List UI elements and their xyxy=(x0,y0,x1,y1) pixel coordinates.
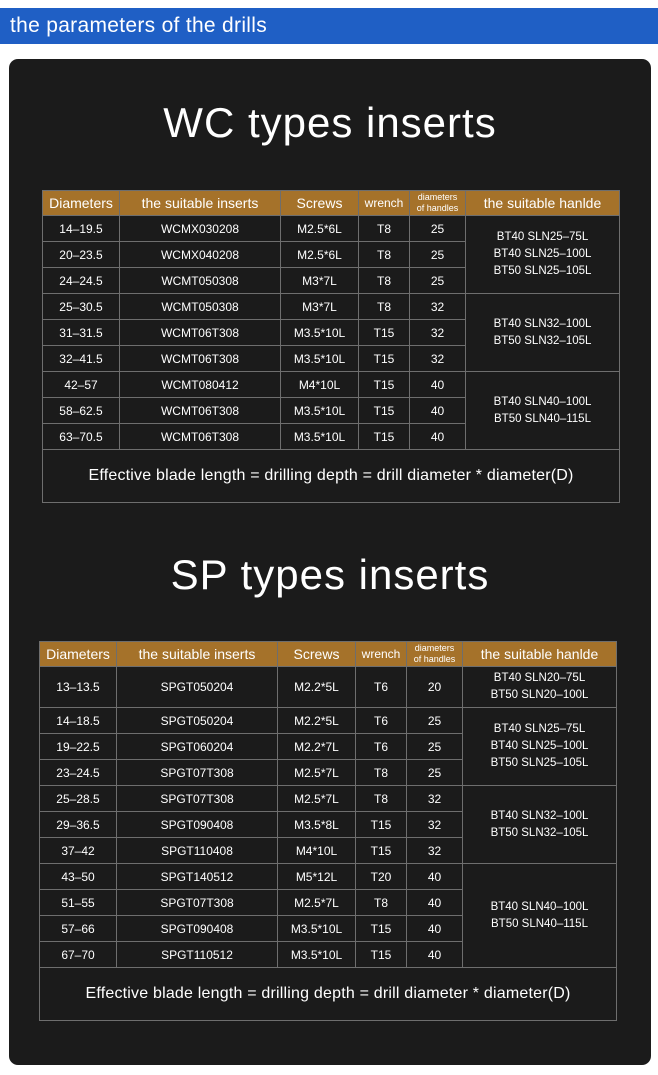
diameters-cell: 43–50 xyxy=(40,864,117,890)
screw-cell: M2.2*5L xyxy=(278,708,356,734)
suitable-handle-cell xyxy=(466,294,620,372)
header-handle-diameters xyxy=(410,191,466,216)
diameters-cell: 14–19.5 xyxy=(43,216,120,242)
diameters-cell: 14–18.5 xyxy=(40,708,117,734)
handle-model: BT40 SLN32–100L xyxy=(493,317,592,330)
wrench-cell: T6 xyxy=(356,708,407,734)
header-handle-diameters-line1: diameters xyxy=(417,192,458,202)
insert-cell: WCMT050308 xyxy=(120,294,281,320)
insert-cell: SPGT050204 xyxy=(117,667,278,708)
insert-cell: WCMX030208 xyxy=(120,216,281,242)
wrench-cell: T6 xyxy=(356,667,407,708)
screw-cell: M4*10L xyxy=(281,372,359,398)
insert-cell: WCMT050308 xyxy=(120,268,281,294)
footer-row xyxy=(43,450,620,503)
screw-cell: M3.5*10L xyxy=(281,346,359,372)
table-row xyxy=(40,708,617,734)
wrench-cell: T8 xyxy=(359,268,410,294)
diameters-cell: 58–62.5 xyxy=(43,398,120,424)
insert-cell: SPGT090408 xyxy=(117,916,278,942)
handle-diameter-cell: 40 xyxy=(407,864,463,890)
handle-model: BT40 SLN25–75L xyxy=(493,723,586,735)
wrench-cell: T20 xyxy=(356,864,407,890)
banner-title: the parameters of the drills xyxy=(10,14,268,37)
screw-cell: M2.5*7L xyxy=(278,890,356,916)
insert-cell: SPGT07T308 xyxy=(117,760,278,786)
handle-model: BT50 SLN20–100L xyxy=(490,689,589,701)
suitable-handle-cell xyxy=(466,216,620,294)
wrench-cell: T15 xyxy=(359,372,410,398)
handle-diameter-cell: 40 xyxy=(407,916,463,942)
handle-model: BT50 SLN40–115L xyxy=(494,412,591,425)
handle-diameter-cell: 40 xyxy=(410,398,466,424)
screw-cell: M3.5*10L xyxy=(278,916,356,942)
handle-model: BT40 SLN20–75L xyxy=(493,672,586,684)
sp-section-title: SP types inserts xyxy=(170,551,490,598)
diameters-cell: 37–42 xyxy=(40,838,117,864)
table-row xyxy=(40,667,617,708)
handle-model: BT50 SLN32–105L xyxy=(493,334,592,347)
sp-inserts-table xyxy=(39,641,617,1021)
screw-cell: M5*12L xyxy=(278,864,356,890)
handle-model: BT50 SLN25–105L xyxy=(490,757,589,769)
wc-section-title: WC types inserts xyxy=(163,99,497,146)
diameters-cell: 51–55 xyxy=(40,890,117,916)
diameters-cell: 42–57 xyxy=(43,372,120,398)
diameters-cell: 32–41.5 xyxy=(43,346,120,372)
diameters-cell: 23–24.5 xyxy=(40,760,117,786)
screw-cell: M2.5*6L xyxy=(281,242,359,268)
suitable-handle-cell xyxy=(466,372,620,450)
insert-cell: SPGT110512 xyxy=(117,942,278,968)
table-row xyxy=(43,216,620,242)
screw-cell: M3.5*10L xyxy=(281,398,359,424)
handle-diameter-cell: 32 xyxy=(407,838,463,864)
handle-diameter-cell: 32 xyxy=(410,320,466,346)
wrench-cell: T8 xyxy=(359,216,410,242)
header-suitable-handle: the suitable hanlde xyxy=(463,642,617,667)
diameters-cell: 67–70 xyxy=(40,942,117,968)
insert-cell: WCMX040208 xyxy=(120,242,281,268)
insert-cell: WCMT080412 xyxy=(120,372,281,398)
suitable-handle-cell xyxy=(463,667,617,708)
page-banner xyxy=(0,8,658,44)
header-diameters: Diameters xyxy=(43,191,120,216)
table-header-row xyxy=(43,191,620,216)
insert-cell: SPGT050204 xyxy=(117,708,278,734)
handle-diameter-cell: 32 xyxy=(407,786,463,812)
screw-cell: M2.2*5L xyxy=(278,667,356,708)
handle-model: BT50 SLN25–105L xyxy=(493,265,592,277)
handle-model: BT50 SLN32–105L xyxy=(490,826,589,839)
handle-model: BT40 SLN25–100L xyxy=(490,740,589,752)
wc-table-body xyxy=(43,216,620,450)
wrench-cell: T15 xyxy=(356,812,407,838)
wrench-cell: T8 xyxy=(356,890,407,916)
insert-cell: WCMT06T308 xyxy=(120,320,281,346)
handle-diameter-cell: 40 xyxy=(407,942,463,968)
wrench-cell: T6 xyxy=(356,734,407,760)
insert-cell: SPGT110408 xyxy=(117,838,278,864)
wrench-cell: T15 xyxy=(356,942,407,968)
sp-table-body xyxy=(40,667,617,968)
handle-diameter-cell: 25 xyxy=(410,268,466,294)
insert-cell: SPGT140512 xyxy=(117,864,278,890)
diameters-cell: 29–36.5 xyxy=(40,812,117,838)
wrench-cell: T8 xyxy=(359,242,410,268)
header-handle-diameters xyxy=(407,642,463,667)
handle-model: BT40 SLN25–75L xyxy=(496,231,589,243)
diameters-cell: 24–24.5 xyxy=(43,268,120,294)
table-row xyxy=(43,372,620,398)
screw-cell: M3.5*10L xyxy=(278,942,356,968)
handle-diameter-cell: 32 xyxy=(407,812,463,838)
handle-diameter-cell: 40 xyxy=(407,890,463,916)
wrench-cell: T15 xyxy=(359,398,410,424)
handle-diameter-cell: 32 xyxy=(410,294,466,320)
handle-diameter-cell: 25 xyxy=(410,216,466,242)
insert-cell: SPGT090408 xyxy=(117,812,278,838)
wrench-cell: T15 xyxy=(356,916,407,942)
diameters-cell: 31–31.5 xyxy=(43,320,120,346)
wrench-cell: T15 xyxy=(359,320,410,346)
diameters-cell: 19–22.5 xyxy=(40,734,117,760)
insert-cell: SPGT07T308 xyxy=(117,890,278,916)
handle-diameter-cell: 25 xyxy=(407,734,463,760)
handle-model: BT40 SLN32–100L xyxy=(490,809,589,822)
screw-cell: M4*10L xyxy=(278,838,356,864)
diameters-cell: 25–28.5 xyxy=(40,786,117,812)
handle-diameter-cell: 40 xyxy=(410,372,466,398)
diameters-cell: 25–30.5 xyxy=(43,294,120,320)
wrench-cell: T15 xyxy=(359,424,410,450)
footer-note: Effective blade length = drilling depth = drill diameter * diameter(D) xyxy=(40,968,617,1021)
handle-diameter-cell: 25 xyxy=(407,708,463,734)
insert-cell: WCMT06T308 xyxy=(120,398,281,424)
suitable-handle-cell xyxy=(463,864,617,968)
header-screws: Screws xyxy=(278,642,356,667)
footer-row xyxy=(40,968,617,1021)
handle-diameter-cell: 25 xyxy=(410,242,466,268)
wrench-cell: T8 xyxy=(356,786,407,812)
header-handle-diameters-line1: diameters xyxy=(414,643,455,653)
table-row xyxy=(43,294,620,320)
wrench-cell: T8 xyxy=(356,760,407,786)
screw-cell: M2.2*7L xyxy=(278,734,356,760)
handle-model: BT40 SLN40–100L xyxy=(493,395,592,408)
screw-cell: M3.5*10L xyxy=(281,320,359,346)
insert-cell: SPGT07T308 xyxy=(117,786,278,812)
handle-diameter-cell: 25 xyxy=(407,760,463,786)
handle-diameter-cell: 32 xyxy=(410,346,466,372)
screw-cell: M3.5*8L xyxy=(278,812,356,838)
header-screws: Screws xyxy=(281,191,359,216)
table-row xyxy=(40,786,617,812)
wrench-cell: T15 xyxy=(356,838,407,864)
wc-inserts-table xyxy=(42,190,620,503)
screw-cell: M3*7L xyxy=(281,294,359,320)
header-handle-diameters-line2: of handles xyxy=(416,203,459,213)
diameters-cell: 57–66 xyxy=(40,916,117,942)
header-suitable-inserts: the suitable inserts xyxy=(117,642,278,667)
screw-cell: M2.5*7L xyxy=(278,786,356,812)
handle-diameter-cell: 40 xyxy=(410,424,466,450)
handle-model: BT50 SLN40–115L xyxy=(491,917,588,930)
diameters-cell: 63–70.5 xyxy=(43,424,120,450)
header-wrench: wrench xyxy=(359,191,410,216)
screw-cell: M3.5*10L xyxy=(281,424,359,450)
header-wrench: wrench xyxy=(356,642,407,667)
header-diameters: Diameters xyxy=(40,642,117,667)
screw-cell: M2.5*6L xyxy=(281,216,359,242)
handle-model: BT40 SLN40–100L xyxy=(490,900,589,913)
diameters-cell: 13–13.5 xyxy=(40,667,117,708)
table-header-row xyxy=(40,642,617,667)
suitable-handle-cell xyxy=(463,786,617,864)
screw-cell: M3*7L xyxy=(281,268,359,294)
header-suitable-inserts: the suitable inserts xyxy=(120,191,281,216)
handle-diameter-cell: 20 xyxy=(407,667,463,708)
wrench-cell: T8 xyxy=(359,294,410,320)
header-suitable-handle: the suitable hanlde xyxy=(466,191,620,216)
insert-cell: SPGT060204 xyxy=(117,734,278,760)
wrench-cell: T15 xyxy=(359,346,410,372)
suitable-handle-cell xyxy=(463,708,617,786)
handle-model: BT40 SLN25–100L xyxy=(493,248,592,260)
table-row xyxy=(40,864,617,890)
screw-cell: M2.5*7L xyxy=(278,760,356,786)
footer-note: Effective blade length = drilling depth = drill diameter * diameter(D) xyxy=(43,450,620,503)
header-handle-diameters-line2: of handles xyxy=(413,654,456,664)
insert-cell: WCMT06T308 xyxy=(120,346,281,372)
diameters-cell: 20–23.5 xyxy=(43,242,120,268)
insert-cell: WCMT06T308 xyxy=(120,424,281,450)
